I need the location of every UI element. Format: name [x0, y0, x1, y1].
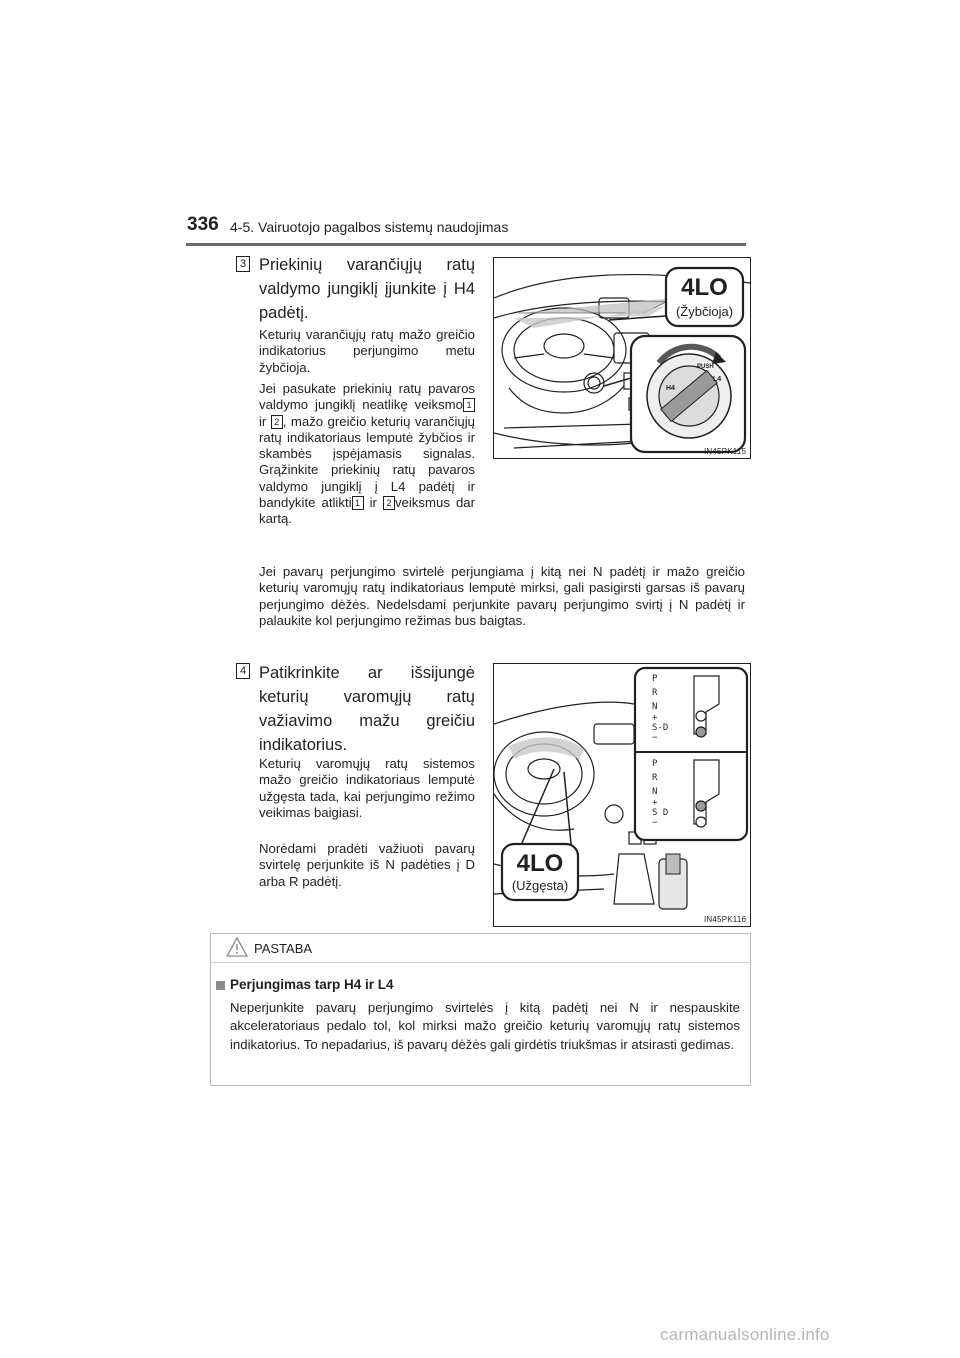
note-label: PASTABA: [254, 941, 313, 956]
step-3-paragraph-2: [259, 381, 475, 528]
gate-bottom-labels: [652, 757, 668, 828]
dial-push-label: PUSH: [697, 364, 714, 370]
step-3-paragraph-2-part: Jei pasukate priekinių ratų pavaros valdymo jungiklį neatlikę veiksmo: [259, 381, 475, 413]
note-header-divider: [210, 962, 751, 963]
warning-triangle-icon: [226, 937, 248, 957]
step-3-heading: Priekinių varančiųjų ratų valdymo jungiklį įjunkite į H4 padėtį.: [259, 256, 475, 322]
step-3-paragraph-1: Keturių varančiųjų ratų mažo greičio indikatorius perjungimo metu žybčioja.: [259, 327, 475, 375]
figure-code: IN45PK116: [704, 915, 747, 924]
step-3-paragraph-2-part: ir: [363, 495, 383, 511]
gate-label-p: P: [652, 759, 658, 769]
step-4-paragraph-1: Keturių varomųjų ratų sistemos mažo greičio indikatoriaus lemputė užgęsta tada, kai perjungimo režimo veikimas baigiasi.: [259, 756, 475, 820]
gate-label-minus: −: [652, 818, 658, 828]
step-3-badge: 3: [236, 256, 250, 272]
gate-label-r: R: [652, 688, 658, 698]
indicator-4lo-label: 4LO: [681, 274, 728, 301]
step-3-paragraph-2-part: , mažo greičio keturių varančiųjų ratų indikatoriaus lemputė žybčios ir skambės įspėjamasis signalas. Grąžinkite priekinių ratų pavaros valdymo jungiklį į L4 padėtį ir bandykite atlikti: [259, 413, 475, 511]
dial-h4-label: H4: [666, 385, 675, 392]
gate-label-plus: +: [652, 713, 658, 723]
gate-label-s: S: [652, 808, 658, 818]
step-3-paragraph-2-part: veiksmus dar kartą.: [259, 495, 476, 527]
step-ref-2-badge: 2: [271, 415, 283, 429]
shift-lever-4lo-off-illustration: [493, 663, 751, 927]
step-3-paragraph-2-part: ir: [259, 413, 271, 429]
page-number: 336: [187, 214, 219, 235]
step-3-warning-paragraph: Jei pavarų perjungimo svirtelė perjungiama į kitą nei N padėtį ir mažo greičio keturių varomųjų ratų indikatoriaus lemputė mirksi, gali pasigirsti garsas iš pavarų perjungimo dėžės. Nedelsdami perjunkite pavarų perjungimo svirtį į N padėtį ir palaukite kol perjungimo režimas bus baigtas.: [259, 564, 745, 628]
indicator-status-label: (Užgęsta): [511, 878, 569, 893]
note-text: Neperjunkite pavarų perjungimo svirtelės į kitą padėtį nei N ir nespauskite akceleratoriaus pedalo tol, kol mirksi mažo greičio keturių varomųjų ratų sistemos indikatorius. To nepadarius, iš pavarų dėžės gali girdėtis triukšmas ir atsirasti gedimas.: [230, 1000, 740, 1052]
note-bullet-icon: [216, 981, 225, 990]
note-title: Perjungimas tarp H4 ir L4: [230, 977, 394, 992]
dashboard-4lo-flashing-illustration: [493, 257, 751, 459]
step-4-badge: 4: [236, 663, 250, 679]
indicator-4lo-label: 4LO: [516, 850, 564, 877]
gate-label-n: N: [652, 787, 658, 797]
indicator-status-label: (Žybčioja): [675, 304, 734, 319]
step-4-heading: Patikrinkite ar išsijungė keturių varomųjų ratų važiavimo mažu greičiu indikatorius.: [259, 664, 475, 754]
step-ref-2-badge: 2: [383, 496, 395, 510]
gate-label-d: D: [662, 808, 669, 818]
watermark: carmanualsonline.info: [660, 1325, 830, 1344]
figure-code: IN45PK115: [704, 447, 747, 456]
gate-label-p: P: [652, 674, 658, 684]
gate-top-labels: [652, 672, 668, 743]
step-4-paragraph-2: Norėdami pradėti važiuoti pavarų svirtelę perjunkite iš N padėties į D arba R padėtį.: [259, 841, 475, 889]
header-divider: [186, 243, 746, 246]
dial-l4-label: L4: [713, 376, 722, 383]
section-title: 4-5. Vairuotojo pagalbos sistemų naudojimas: [230, 219, 509, 235]
step-ref-1-badge: 1: [352, 496, 364, 510]
gate-label-s-d: S-D: [652, 723, 669, 733]
gate-label-minus: −: [652, 733, 658, 743]
gate-label-plus: +: [652, 798, 658, 808]
gate-label-n: N: [652, 702, 658, 712]
step-ref-1-badge: 1: [463, 398, 475, 412]
gate-label-r: R: [652, 773, 658, 783]
